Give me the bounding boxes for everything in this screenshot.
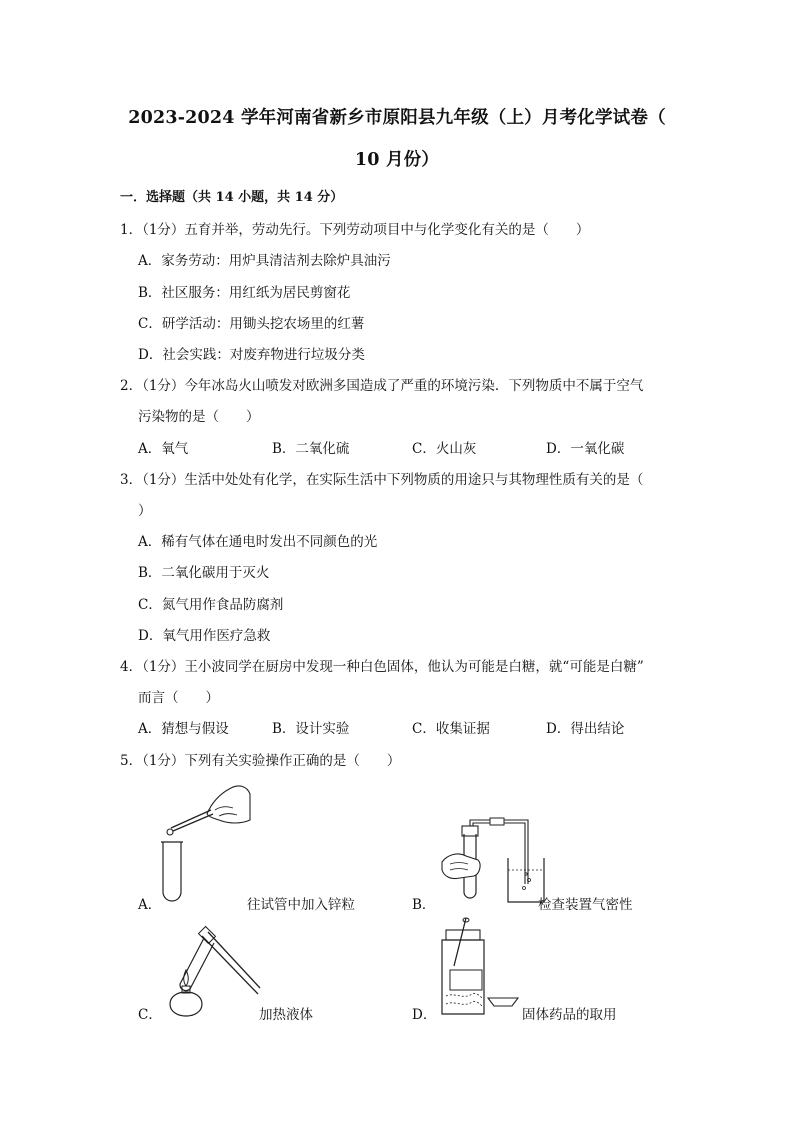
- figure-c-heating-liquid: [162, 926, 262, 1020]
- figure-c-letter: C．: [138, 1007, 162, 1023]
- section-heading: 一．选择题（共 14 小题，共 14 分）: [120, 190, 344, 205]
- question-3-option-c: C．氮气用作食品防腐剂: [138, 597, 284, 613]
- figure-a-test-tube-tweezers: [155, 780, 255, 905]
- question-4-stem: 4．（1分）王小波同学在厨房中发现一种白色固体，他认为可能是白糖，就“可能是白糖”: [120, 659, 644, 675]
- question-3-option-d: D．氧气用作医疗急救: [138, 628, 271, 644]
- question-4-stem-continued: 而言（ ）: [138, 690, 219, 706]
- question-1-option-d: D．社会实践：对废弃物进行垃圾分类: [138, 347, 365, 363]
- question-2-option-a: A．氧气: [138, 441, 189, 457]
- figure-c-caption: 加热液体: [259, 1007, 313, 1023]
- question-1-stem: 1．（1分）五育并举，劳动先行。下列劳动项目中与化学变化有关的是（ ）: [120, 222, 590, 238]
- figure-a-letter: A．: [138, 897, 162, 913]
- exam-title-line-2: 10 月份）: [354, 150, 440, 170]
- question-2-stem: 2．（1分）今年冰岛火山喷发对欧洲多国造成了严重的环境污染．下列物质中不属于空气: [120, 378, 644, 394]
- question-2-option-d: D．一氧化碳: [546, 441, 625, 457]
- figure-d-caption: 固体药品的取用: [522, 1007, 617, 1023]
- question-3-option-a: A．稀有气体在通电时发出不同颜色的光: [138, 534, 378, 550]
- question-4-option-d: D．得出结论: [546, 721, 625, 737]
- figure-b-airtightness-setup: [438, 818, 548, 908]
- question-4-option-c: C．收集证据: [412, 721, 490, 737]
- question-4-option-a: A．猜想与假设: [138, 721, 229, 737]
- figure-b-letter: B．: [412, 897, 436, 913]
- exam-title-line-1: 2023-2024 学年河南省新乡市原阳县九年级（上）月考化学试卷（: [128, 108, 666, 128]
- question-3-stem: 3．（1分）生活中处处有化学，在实际生活中下列物质的用途只与其物理性质有关的是（: [120, 472, 644, 488]
- figure-a-caption: 往试管中加入锌粒: [247, 897, 355, 913]
- question-4-option-b: B．设计实验: [272, 721, 350, 737]
- question-2-option-b: B．二氧化硫: [272, 441, 350, 457]
- figure-d-letter: D．: [412, 1007, 437, 1023]
- question-3-option-b: B．二氧化碳用于灭火: [138, 565, 270, 581]
- question-1-option-c: C．研学活动：用锄头挖农场里的红薯: [138, 316, 365, 332]
- figure-d-reagent-bottle: [436, 918, 520, 1018]
- question-5-stem: 5．（1分）下列有关实验操作正确的是（ ）: [120, 753, 401, 769]
- question-2-option-c: C．火山灰: [412, 441, 477, 457]
- question-3-stem-continued: ）: [138, 503, 152, 519]
- question-1-option-b: B．社区服务：用红纸为居民剪窗花: [138, 285, 351, 301]
- figure-b-caption: 检查装置气密性: [538, 897, 633, 913]
- question-2-stem-continued: 污染物的是（ ）: [138, 409, 260, 425]
- question-1-option-a: A．家务劳动：用炉具清洁剂去除炉具油污: [138, 253, 391, 269]
